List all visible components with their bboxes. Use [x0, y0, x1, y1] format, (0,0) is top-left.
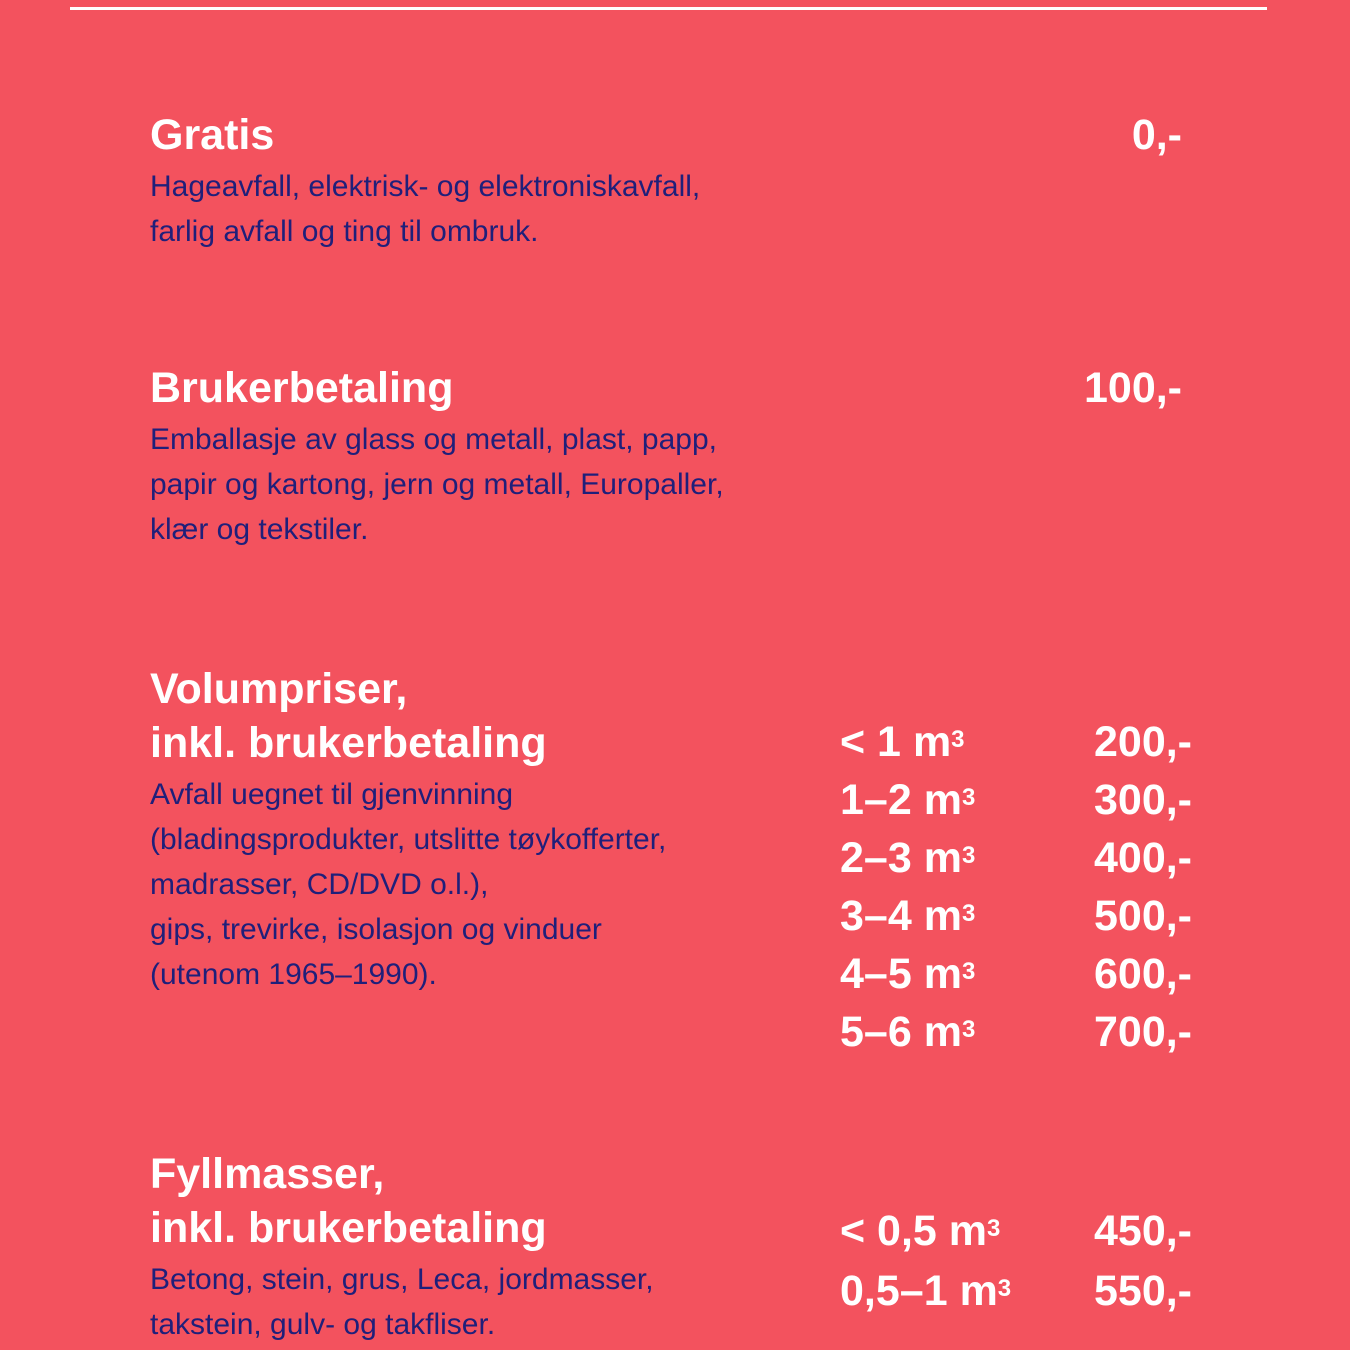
- description-line: klær og tekstiler.: [150, 513, 369, 546]
- description-line: takstein, gulv- og takfliser.: [150, 1308, 496, 1341]
- description-line: Hageavfall, elektrisk- og elektroniskavfall,: [150, 170, 701, 203]
- volume-label: < 0,5 $m^3$: [840, 1207, 1001, 1255]
- price-value: 450,-: [1093, 1207, 1192, 1255]
- price-row: [0, 887, 1350, 945]
- volume-label: < 1 $m^3$: [840, 718, 965, 766]
- price-value: 200,-: [1093, 718, 1192, 766]
- price-value: 500,-: [1093, 892, 1192, 940]
- volume-label: 3–4 $m^3$: [840, 892, 976, 940]
- title-line: Volumpriser,: [150, 665, 408, 713]
- volume-label: 0,5–1 $m^3$: [840, 1267, 1012, 1315]
- title-line: inkl. brukerbetaling: [150, 1204, 547, 1252]
- description-line: (utenom 1965–1990).: [150, 958, 437, 991]
- price-row: [0, 713, 1350, 771]
- price-brukerbetaling: 100,-: [1083, 364, 1182, 412]
- description-line: farlig avfall og ting til ombruk.: [150, 215, 539, 248]
- price-row: [0, 771, 1350, 829]
- volume-label: 4–5 $m^3$: [840, 950, 976, 998]
- description-line: Betong, stein, grus, Leca, jordmasser,: [150, 1263, 654, 1296]
- top-divider: [70, 7, 1267, 10]
- price-value: 600,-: [1093, 950, 1192, 998]
- section-title-brukerbetaling: Brukerbetaling: [150, 364, 454, 412]
- price-value: 700,-: [1093, 1008, 1192, 1056]
- price-gratis: 0,-: [1131, 111, 1182, 159]
- description-line: papir og kartong, jern og metall, Europaller,: [150, 468, 724, 501]
- description-line: gips, trevirke, isolasjon og vinduer: [150, 913, 602, 946]
- price-value: 550,-: [1093, 1267, 1192, 1315]
- price-value: 400,-: [1093, 834, 1192, 882]
- price-row: [0, 1003, 1350, 1061]
- title-line: Fyllmasser,: [150, 1150, 385, 1198]
- description-line: (bladingsprodukter, utslitte tøykofferter,: [150, 823, 667, 856]
- description-gratis: [150, 164, 700, 254]
- volume-label: 5–6 $m^3$: [840, 1008, 976, 1056]
- price-row: [0, 1262, 1350, 1320]
- price-row: [0, 1202, 1350, 1260]
- price-row: [0, 829, 1350, 887]
- title-line: inkl. brukerbetaling: [150, 719, 547, 767]
- price-row: [0, 945, 1350, 1003]
- price-value: 300,-: [1093, 776, 1192, 824]
- volume-label: 1–2 $m^3$: [840, 776, 976, 824]
- description-brukerbetaling: [150, 417, 724, 552]
- description-line: madrasser, CD/DVD o.l.),: [150, 868, 489, 901]
- description-line: Avfall uegnet til gjenvinning: [150, 778, 514, 811]
- volume-label: 2–3 $m^3$: [840, 834, 976, 882]
- description-line: Emballasje av glass og metall, plast, papp,: [150, 423, 717, 456]
- section-title-gratis: Gratis: [150, 111, 275, 159]
